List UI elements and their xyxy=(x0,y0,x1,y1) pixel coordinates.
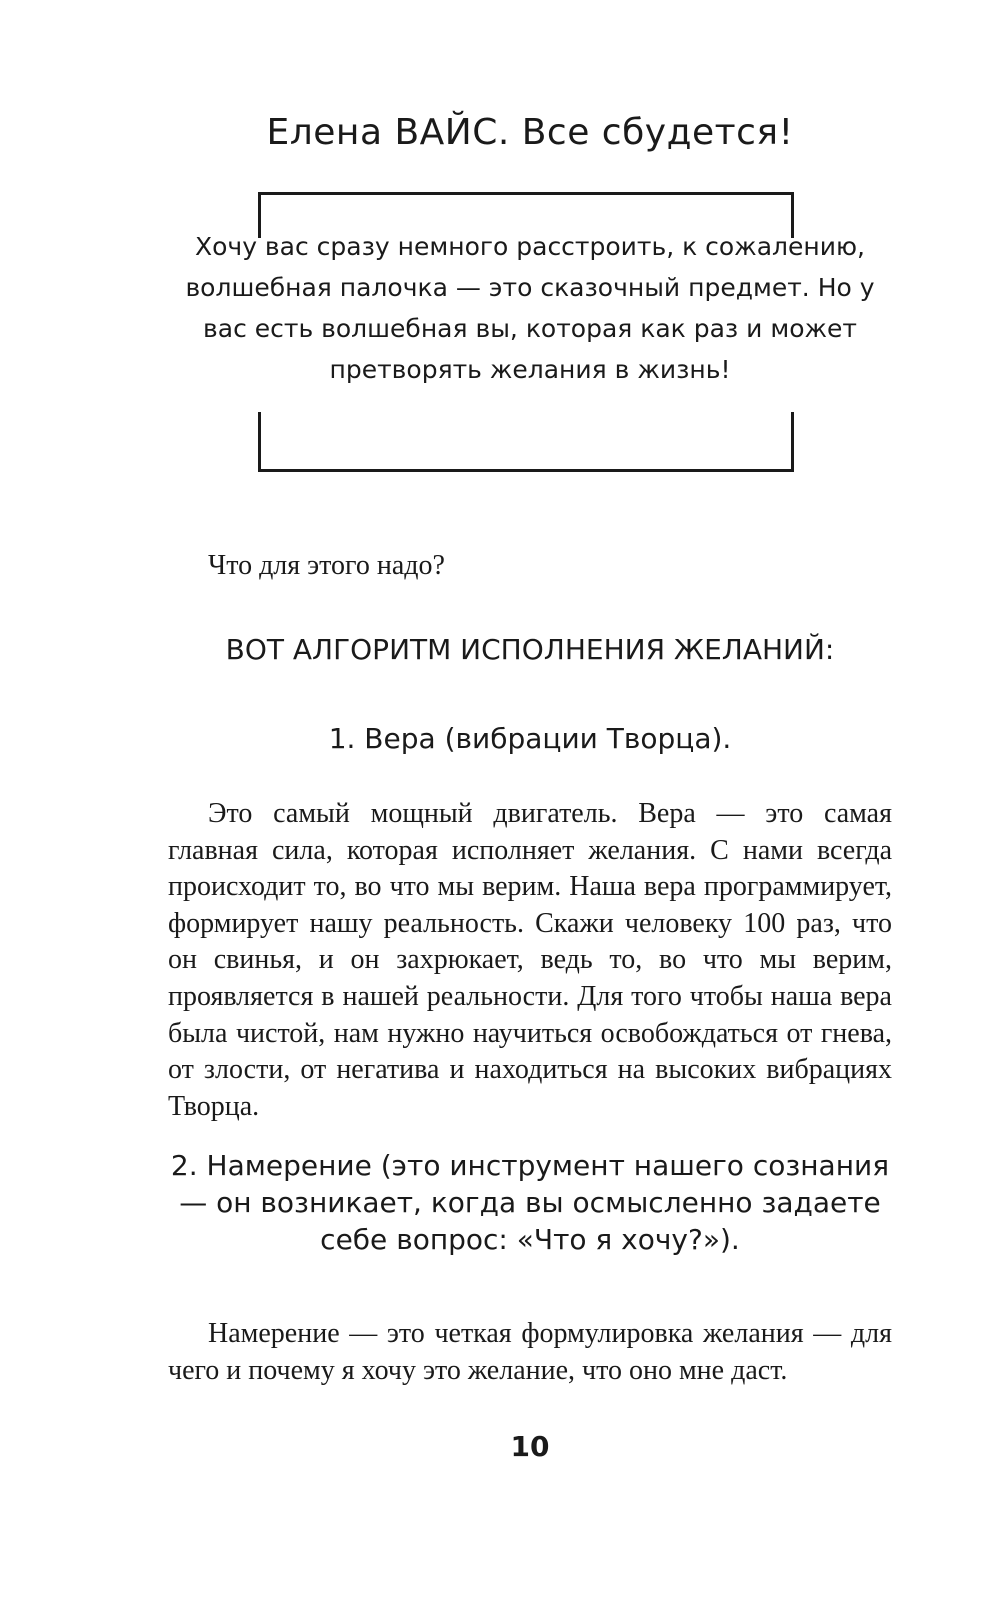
page-number: 10 xyxy=(510,1430,550,1463)
quote-bracket-bottom xyxy=(258,412,794,472)
quote-text: Хочу вас сразу немного расстроить, к сожалению, волшебная палочка — это сказочный предмет. Но у вас есть волшебная вы, которая как раз и может претворять желания в жизнь! xyxy=(185,232,875,384)
running-header-title: Елена ВАЙС. Все сбудется! xyxy=(266,112,794,153)
step-2-heading: 2. Намерение (это инструмент нашего сознания — он возникает, когда вы осмысленно задаете себе вопрос: «Что я хочу?»). xyxy=(170,1149,890,1256)
step-1-heading: 1. Вера (вибрации Творца). xyxy=(328,722,732,755)
intro-question: Что для этого надо? xyxy=(208,550,445,581)
step-2-paragraph: Намерение — это четкая формулировка желания — для чего и почему я хочу это желание, что оно мне даст. xyxy=(168,1318,892,1386)
step-1-paragraph: Это самый мощный двигатель. Вера — это самая главная сила, которая исполняет желания. С нами всегда происходит то, во что мы верим. Наша вера программирует, формирует нашу реальность. Скажи человеку 100 раз, что он свинья, и он захрюкает, ведь то, во что мы верим, проявляется в нашей реальности. Для того чтобы наша вера была чистой, нам нужно научиться освобождаться от гнева, от злости, от негатива и находиться на высоких вибрациях Творца. xyxy=(168,798,892,1122)
algorithm-heading: ВОТ АЛГОРИТМ ИСПОЛНЕНИЯ ЖЕЛАНИЙ: xyxy=(225,633,835,666)
